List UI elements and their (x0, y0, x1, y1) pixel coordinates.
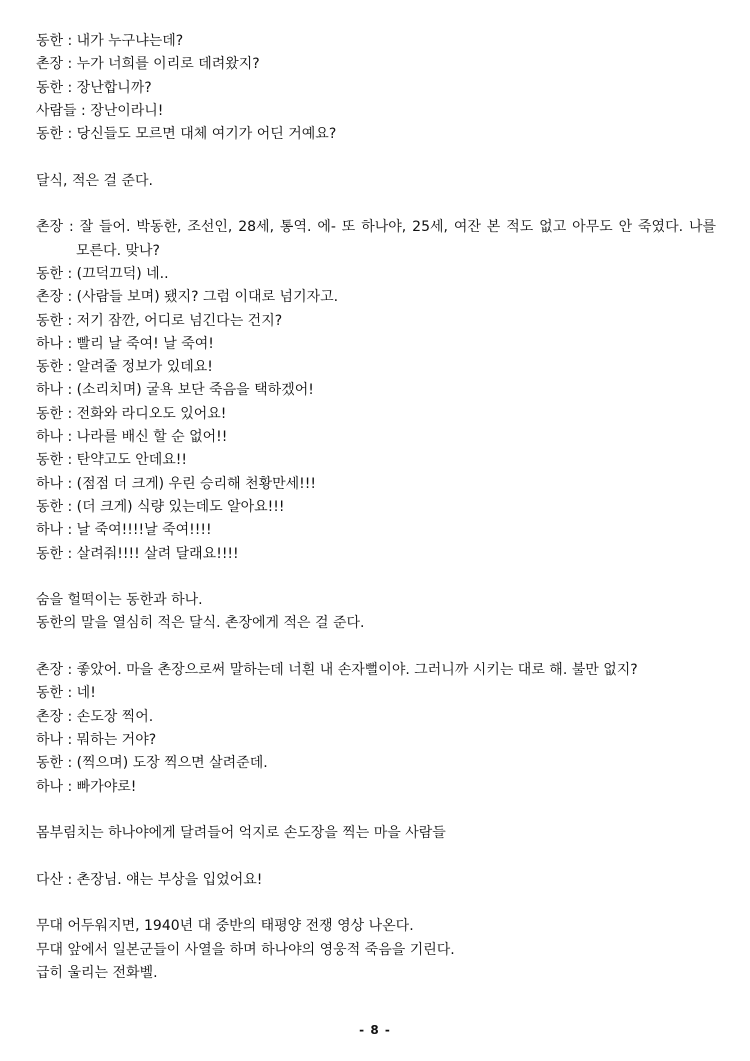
dialogue-line: 하나 : (소리치며) 굴욕 보단 죽음을 택하겠어! (36, 382, 314, 399)
stage-direction: 숨을 헐떡이는 동한과 하나. (36, 592, 203, 609)
dialogue-line: 동한 : 살려줘!!!! 살려 달래요!!!! (36, 545, 239, 562)
dialogue-line: 동한 : 저기 잠깐, 어디로 넘긴다는 건지? (36, 312, 283, 329)
blank-line (36, 566, 716, 589)
stage-direction: 급히 울리는 전화벨. (36, 964, 158, 981)
dialogue-line: 촌장 : 좋았어. 마을 촌장으로써 말하는데 너흰 내 손자뻘이야. 그러니까 시키는 대로 해. 불만 없지? (36, 662, 638, 679)
dialogue-line: 동한 : 전화와 라디오도 있어요! (36, 405, 227, 422)
dialogue-line: 동한 : 네! (36, 685, 96, 702)
dialogue-line: 하나 : 빨리 날 죽여! 날 죽여! (36, 335, 214, 352)
dialogue-line: 촌장 : 누가 너희를 이리로 데려왔지? (36, 56, 260, 73)
stage-direction: 달식, 적은 걸 준다. (36, 172, 153, 189)
dialogue-line: 하나 : (점점 더 크게) 우린 승리해 천황만세!!! (36, 475, 317, 492)
dialogue-line: 동한 : 내가 누구냐는데? (36, 33, 184, 49)
dialogue-line: 촌장 : (사람들 보며) 됐지? 그럼 이대로 넘기자고. (36, 289, 339, 306)
dialogue-line: 동한 : 당신들도 모르면 대체 여기가 어딘 거예요? (36, 126, 337, 143)
stage-direction: 무대 어두워지면, 1940년 대 중반의 태평양 전쟁 영상 나온다. (36, 918, 414, 935)
dialogue-line: 동한 : 탄약고도 안데요!! (36, 452, 188, 469)
blank-line (36, 193, 716, 216)
dialogue-line: 촌장 : 손도장 찍어. (36, 708, 154, 725)
dialogue-line: 동한 : 알려줄 정보가 있데요! (36, 359, 213, 376)
stage-direction: 몸부림치는 하나야에게 달려들어 억지로 손도장을 찍는 마을 사람들 (36, 825, 446, 842)
dialogue-line: 동한 : (끄덕끄덕) 네.. (36, 265, 169, 282)
blank-line (36, 892, 716, 915)
dialogue-line: 하나 : 나라를 배신 할 순 없어!! (36, 429, 228, 446)
stage-direction: 무대 앞에서 일본군들이 사열을 하며 하나야의 영웅적 죽음을 기린다. (36, 941, 455, 958)
blank-line (36, 799, 716, 822)
page-number: - 8 - (359, 1023, 391, 1037)
blank-line (36, 845, 716, 868)
blank-line (36, 636, 716, 659)
blank-line (36, 146, 716, 169)
dialogue-line: 동한 : (찍으며) 도장 찍으면 살려준데. (36, 755, 268, 772)
dialogue-line: 다산 : 촌장님. 얘는 부상을 입었어요! (36, 871, 263, 888)
dialogue-line: 하나 : 빠가야로! (36, 778, 137, 795)
dialogue-line: 촌장 : 잘 들어. 박동한, 조선인, 28세, 통역. 에- 또 하나야, 25세, 여잔 본 적도 없고 아무도 안 죽였다. 나를 모른다. 맞나? (36, 219, 716, 259)
dialogue-line: 동한 : 장난합니까? (36, 79, 152, 96)
dialogue-line: 동한 : (더 크게) 식량 있는데도 알아요!!! (36, 498, 285, 515)
script-body (36, 30, 716, 985)
dialogue-line: 하나 : 날 죽여!!!!날 죽여!!!! (36, 522, 212, 539)
stage-direction: 동한의 말을 열심히 적은 달식. 촌장에게 적은 걸 준다. (36, 615, 365, 632)
dialogue-line: 사람들 : 장난이라니! (36, 102, 164, 119)
dialogue-line: 하나 : 뭐하는 거야? (36, 731, 157, 748)
